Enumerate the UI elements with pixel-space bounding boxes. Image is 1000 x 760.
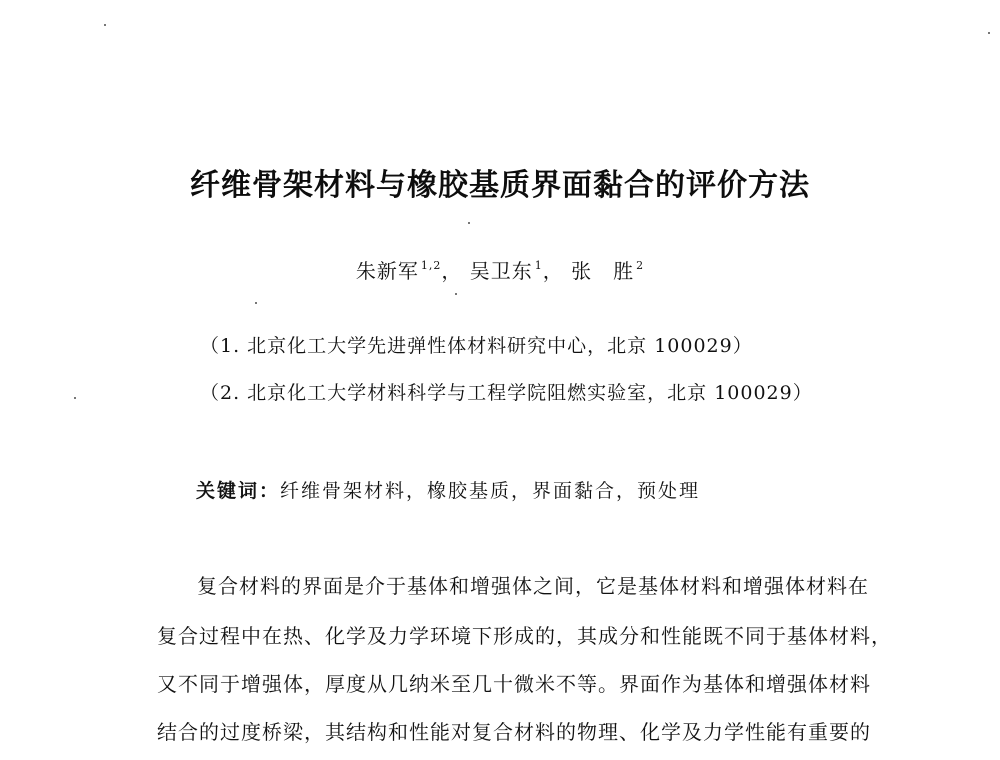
author-name: 吴卫东 — [469, 259, 533, 283]
scan-speck — [468, 222, 470, 224]
affiliation-2: （2. 北京化工大学材料科学与工程学院阻燃实验室，北京 100029） — [200, 382, 813, 404]
scan-speck — [74, 397, 76, 399]
paper-title: 纤维骨架材料与橡胶基质界面黏合的评价方法 — [190, 168, 810, 203]
keywords-text: 纤维骨架材料，橡胶基质，界面黏合，预处理 — [280, 480, 701, 502]
body-text-line: 复合过程中在热、化学及力学环境下形成的，其成分和性能既不同于基体材料， — [157, 624, 892, 648]
keywords-label: 关键词： — [196, 480, 281, 502]
author-list — [0, 255, 1000, 284]
body-text-line: 复合材料的界面是介于基体和增强体之间，它是基体材料和增强体材料在 — [197, 574, 869, 598]
affiliation-1: （1. 北京化工大学先进弹性体材料研究中心，北京 100029） — [200, 335, 753, 357]
body-text-line: 结合的过度桥梁，其结构和性能对复合材料的物理、化学及力学性能有重要的 — [157, 720, 871, 744]
keywords-line — [196, 476, 700, 503]
scan-speck — [104, 24, 106, 26]
body-text-line: 又不同于增强体，厚度从几纳米至几十微米不等。界面作为基体和增强体材料 — [157, 672, 871, 696]
author-separator: ， — [542, 259, 564, 283]
author-affiliation-marker: 1,2 — [420, 259, 442, 272]
author-name: 张 胜 — [571, 259, 635, 283]
scan-speck — [988, 32, 990, 34]
author-name: 朱新军 — [355, 259, 419, 283]
author-affiliation-marker: 2 — [636, 259, 645, 272]
author-separator: ， — [441, 259, 463, 283]
scan-speck — [255, 302, 257, 304]
scan-speck — [455, 293, 457, 295]
author-affiliation-marker: 1 — [534, 259, 543, 272]
